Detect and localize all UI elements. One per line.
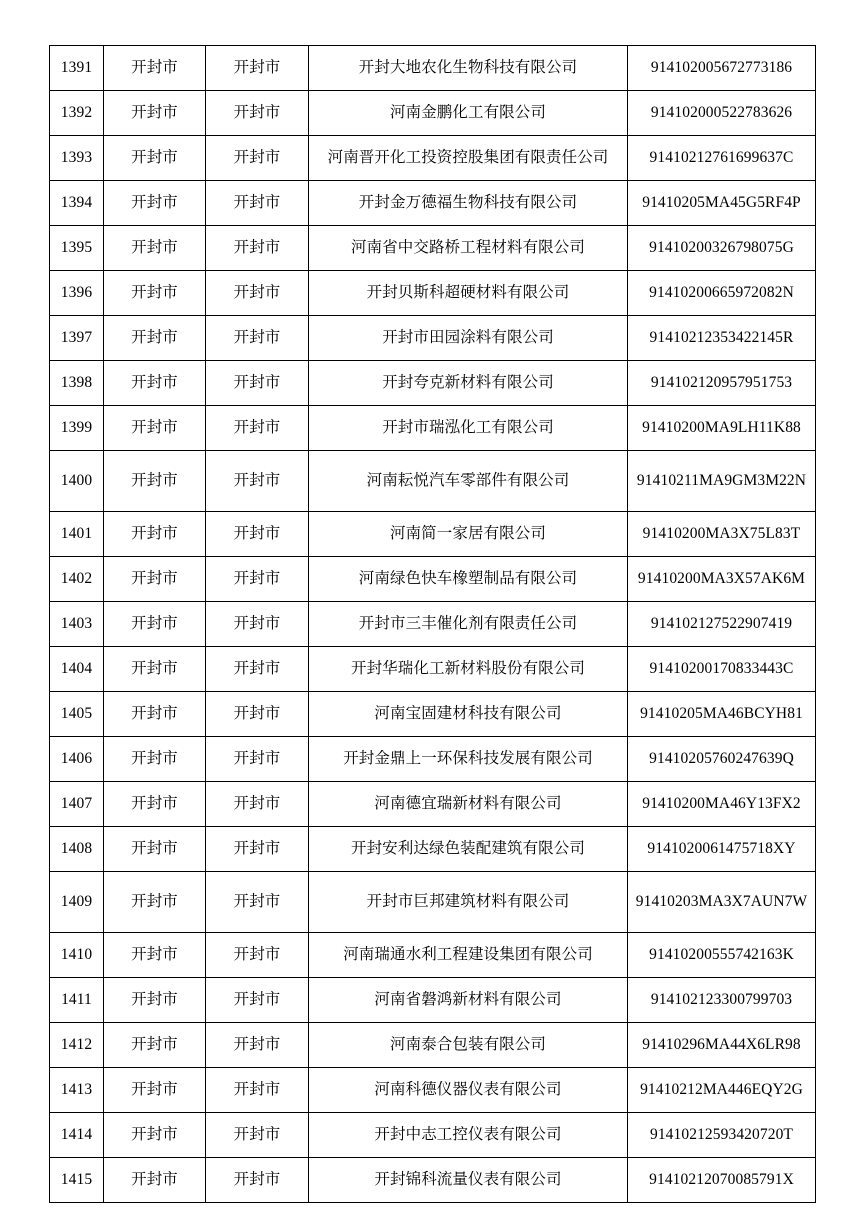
- unified-social-credit-code: 91410200MA46Y13FX2: [628, 782, 816, 827]
- enterprise-registry-table: [49, 45, 816, 1203]
- enterprise-name: 开封市瑞泓化工有限公司: [309, 406, 628, 451]
- enterprise-name: 开封市巨邦建筑材料有限公司: [309, 872, 628, 933]
- city-name: 开封市: [104, 557, 206, 602]
- city-name: 开封市: [104, 361, 206, 406]
- sequence-number: 1403: [50, 602, 104, 647]
- district-name: 开封市: [206, 451, 309, 512]
- district-name: 开封市: [206, 782, 309, 827]
- table-row: [50, 692, 816, 737]
- table-row: [50, 406, 816, 451]
- table-row: [50, 91, 816, 136]
- city-name: 开封市: [104, 512, 206, 557]
- unified-social-credit-code: 914102127522907419: [628, 602, 816, 647]
- unified-social-credit-code: 91410200MA9LH11K88: [628, 406, 816, 451]
- city-name: 开封市: [104, 737, 206, 782]
- enterprise-name: 开封中志工控仪表有限公司: [309, 1113, 628, 1158]
- district-name: 开封市: [206, 226, 309, 271]
- unified-social-credit-code: 91410205MA45G5RF4P: [628, 181, 816, 226]
- enterprise-name: 开封夸克新材料有限公司: [309, 361, 628, 406]
- city-name: 开封市: [104, 271, 206, 316]
- table-body: [50, 46, 816, 1203]
- sequence-number: 1401: [50, 512, 104, 557]
- table-row: [50, 226, 816, 271]
- table-row: [50, 1113, 816, 1158]
- district-name: 开封市: [206, 406, 309, 451]
- district-name: 开封市: [206, 181, 309, 226]
- unified-social-credit-code: 914102123300799703: [628, 978, 816, 1023]
- district-name: 开封市: [206, 361, 309, 406]
- enterprise-name: 河南德宜瑞新材料有限公司: [309, 782, 628, 827]
- district-name: 开封市: [206, 1113, 309, 1158]
- table-row: [50, 181, 816, 226]
- enterprise-name: 开封华瑞化工新材料股份有限公司: [309, 647, 628, 692]
- enterprise-name: 河南绿色快车橡塑制品有限公司: [309, 557, 628, 602]
- sequence-number: 1402: [50, 557, 104, 602]
- table-row: [50, 316, 816, 361]
- unified-social-credit-code: 91410205MA46BCYH81: [628, 692, 816, 737]
- district-name: 开封市: [206, 978, 309, 1023]
- unified-social-credit-code: 91410200MA3X57AK6M: [628, 557, 816, 602]
- table-row: [50, 737, 816, 782]
- sequence-number: 1395: [50, 226, 104, 271]
- enterprise-name: 开封贝斯科超硬材料有限公司: [309, 271, 628, 316]
- city-name: 开封市: [104, 1113, 206, 1158]
- enterprise-name: 河南晋开化工投资控股集团有限责任公司: [309, 136, 628, 181]
- enterprise-name: 河南省磐鸿新材料有限公司: [309, 978, 628, 1023]
- sequence-number: 1410: [50, 933, 104, 978]
- table-row: [50, 602, 816, 647]
- unified-social-credit-code: 914102120957951753: [628, 361, 816, 406]
- enterprise-name: 河南瑞通水利工程建设集团有限公司: [309, 933, 628, 978]
- city-name: 开封市: [104, 692, 206, 737]
- city-name: 开封市: [104, 1023, 206, 1068]
- enterprise-name: 开封市田园涂料有限公司: [309, 316, 628, 361]
- unified-social-credit-code: 91410200326798075G: [628, 226, 816, 271]
- enterprise-name: 河南耘悦汽车零部件有限公司: [309, 451, 628, 512]
- district-name: 开封市: [206, 647, 309, 692]
- sequence-number: 1408: [50, 827, 104, 872]
- district-name: 开封市: [206, 933, 309, 978]
- city-name: 开封市: [104, 602, 206, 647]
- enterprise-name: 开封金鼎上一环保科技发展有限公司: [309, 737, 628, 782]
- district-name: 开封市: [206, 136, 309, 181]
- table-row: [50, 557, 816, 602]
- table-row: [50, 512, 816, 557]
- city-name: 开封市: [104, 46, 206, 91]
- table-row: [50, 1023, 816, 1068]
- sequence-number: 1396: [50, 271, 104, 316]
- table-row: [50, 827, 816, 872]
- city-name: 开封市: [104, 1158, 206, 1203]
- table-row: [50, 136, 816, 181]
- enterprise-name: 开封金万德福生物科技有限公司: [309, 181, 628, 226]
- district-name: 开封市: [206, 557, 309, 602]
- enterprise-name: 河南宝固建材科技有限公司: [309, 692, 628, 737]
- table-row: [50, 1068, 816, 1113]
- city-name: 开封市: [104, 872, 206, 933]
- district-name: 开封市: [206, 1158, 309, 1203]
- table-row: [50, 872, 816, 933]
- unified-social-credit-code: 914102000522783626: [628, 91, 816, 136]
- city-name: 开封市: [104, 933, 206, 978]
- city-name: 开封市: [104, 316, 206, 361]
- unified-social-credit-code: 91410200665972082N: [628, 271, 816, 316]
- enterprise-registry-table-container: [49, 45, 815, 1203]
- table-row: [50, 361, 816, 406]
- enterprise-name: 河南金鹏化工有限公司: [309, 91, 628, 136]
- unified-social-credit-code: 91410296MA44X6LR98: [628, 1023, 816, 1068]
- city-name: 开封市: [104, 226, 206, 271]
- unified-social-credit-code: 91410203MA3X7AUN7W: [628, 872, 816, 933]
- city-name: 开封市: [104, 978, 206, 1023]
- sequence-number: 1414: [50, 1113, 104, 1158]
- sequence-number: 1409: [50, 872, 104, 933]
- table-row: [50, 978, 816, 1023]
- unified-social-credit-code: 91410211MA9GM3M22N: [628, 451, 816, 512]
- district-name: 开封市: [206, 316, 309, 361]
- district-name: 开封市: [206, 872, 309, 933]
- table-row: [50, 933, 816, 978]
- sequence-number: 1406: [50, 737, 104, 782]
- unified-social-credit-code: 91410212070085791X: [628, 1158, 816, 1203]
- district-name: 开封市: [206, 46, 309, 91]
- sequence-number: 1411: [50, 978, 104, 1023]
- district-name: 开封市: [206, 91, 309, 136]
- city-name: 开封市: [104, 782, 206, 827]
- unified-social-credit-code: 91410212MA446EQY2G: [628, 1068, 816, 1113]
- table-row: [50, 647, 816, 692]
- sequence-number: 1405: [50, 692, 104, 737]
- unified-social-credit-code: 91410212593420720T: [628, 1113, 816, 1158]
- table-row: [50, 782, 816, 827]
- city-name: 开封市: [104, 406, 206, 451]
- unified-social-credit-code: 91410200170833443C: [628, 647, 816, 692]
- sequence-number: 1397: [50, 316, 104, 361]
- city-name: 开封市: [104, 647, 206, 692]
- district-name: 开封市: [206, 1023, 309, 1068]
- city-name: 开封市: [104, 91, 206, 136]
- sequence-number: 1404: [50, 647, 104, 692]
- table-row: [50, 271, 816, 316]
- district-name: 开封市: [206, 512, 309, 557]
- enterprise-name: 河南科德仪器仪表有限公司: [309, 1068, 628, 1113]
- sequence-number: 1398: [50, 361, 104, 406]
- enterprise-name: 开封锦科流量仪表有限公司: [309, 1158, 628, 1203]
- sequence-number: 1394: [50, 181, 104, 226]
- table-row: [50, 46, 816, 91]
- table-row: [50, 1158, 816, 1203]
- district-name: 开封市: [206, 827, 309, 872]
- city-name: 开封市: [104, 136, 206, 181]
- district-name: 开封市: [206, 271, 309, 316]
- enterprise-name: 开封市三丰催化剂有限责任公司: [309, 602, 628, 647]
- unified-social-credit-code: 91410200555742163K: [628, 933, 816, 978]
- district-name: 开封市: [206, 692, 309, 737]
- city-name: 开封市: [104, 827, 206, 872]
- sequence-number: 1413: [50, 1068, 104, 1113]
- unified-social-credit-code: 91410212761699637C: [628, 136, 816, 181]
- sequence-number: 1415: [50, 1158, 104, 1203]
- sequence-number: 1412: [50, 1023, 104, 1068]
- sequence-number: 1393: [50, 136, 104, 181]
- district-name: 开封市: [206, 1068, 309, 1113]
- enterprise-name: 河南省中交路桥工程材料有限公司: [309, 226, 628, 271]
- enterprise-name: 开封大地农化生物科技有限公司: [309, 46, 628, 91]
- sequence-number: 1399: [50, 406, 104, 451]
- unified-social-credit-code: 914102005672773186: [628, 46, 816, 91]
- city-name: 开封市: [104, 181, 206, 226]
- enterprise-name: 河南简一家居有限公司: [309, 512, 628, 557]
- enterprise-name: 河南泰合包装有限公司: [309, 1023, 628, 1068]
- sequence-number: 1400: [50, 451, 104, 512]
- sequence-number: 1407: [50, 782, 104, 827]
- unified-social-credit-code: 9141020061475718XY: [628, 827, 816, 872]
- city-name: 开封市: [104, 1068, 206, 1113]
- table-row: [50, 451, 816, 512]
- sequence-number: 1392: [50, 91, 104, 136]
- unified-social-credit-code: 91410212353422145R: [628, 316, 816, 361]
- enterprise-name: 开封安利达绿色装配建筑有限公司: [309, 827, 628, 872]
- unified-social-credit-code: 91410200MA3X75L83T: [628, 512, 816, 557]
- unified-social-credit-code: 91410205760247639Q: [628, 737, 816, 782]
- district-name: 开封市: [206, 737, 309, 782]
- city-name: 开封市: [104, 451, 206, 512]
- district-name: 开封市: [206, 602, 309, 647]
- sequence-number: 1391: [50, 46, 104, 91]
